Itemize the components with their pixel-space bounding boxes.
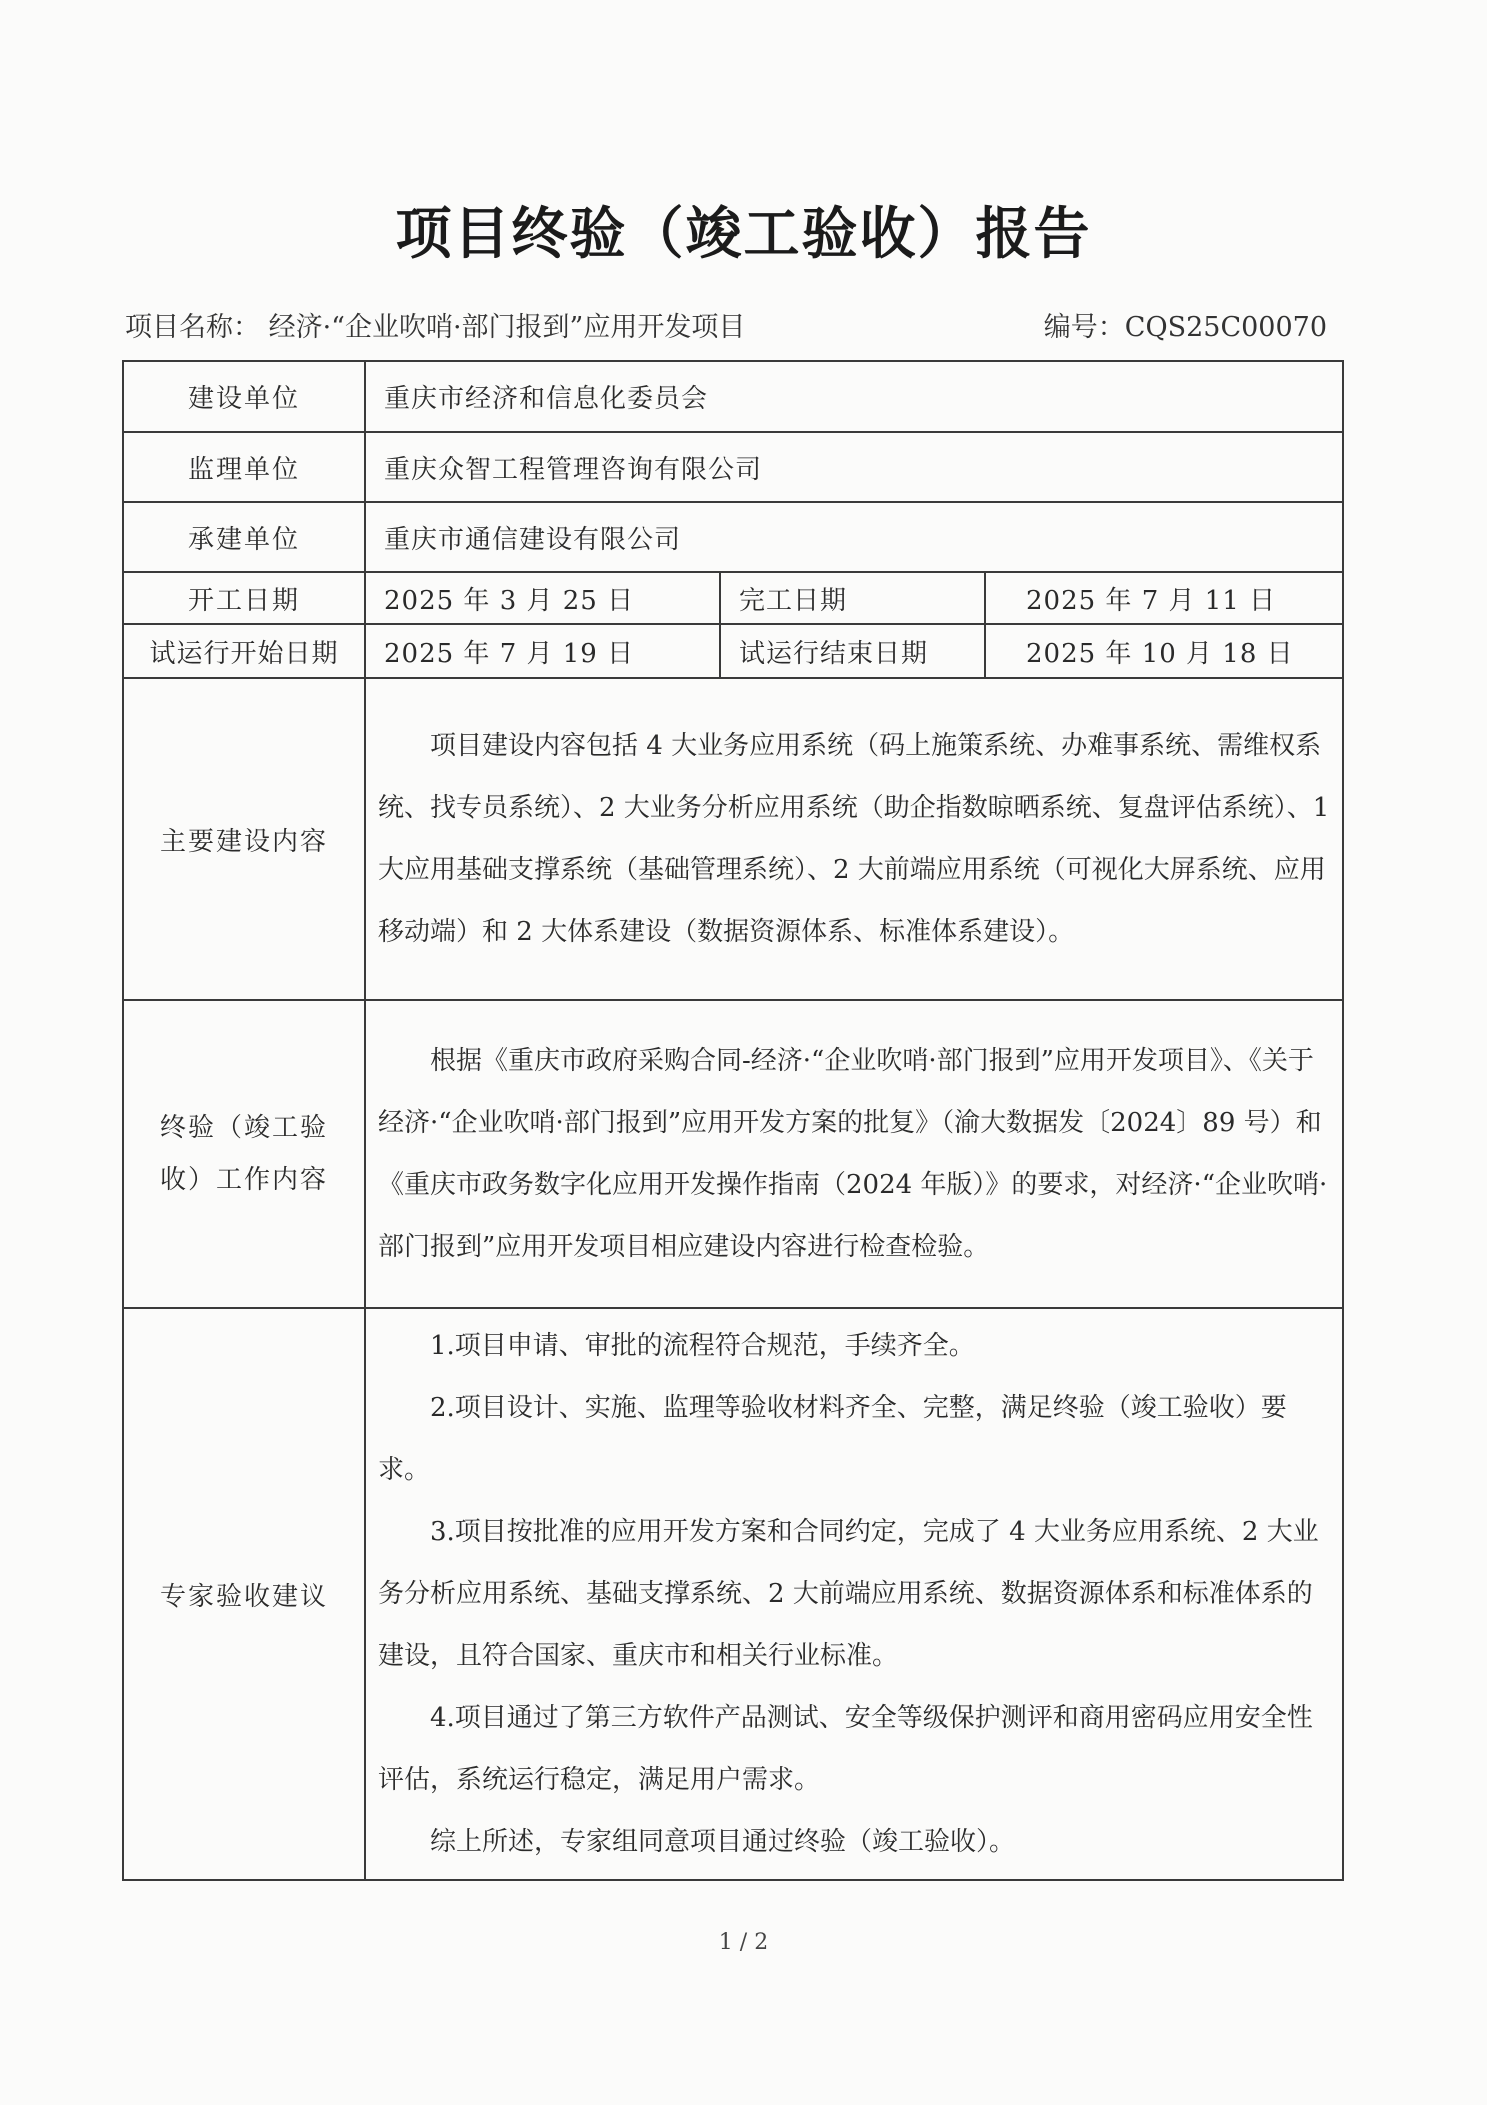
- main-content-label: 主要建设内容: [123, 678, 365, 1000]
- completion-date-value: 2025 年 7 月 11 日: [985, 572, 1343, 624]
- row-contractor-unit: [123, 502, 1343, 572]
- trial-end-value: 2025 年 10 月 18 日: [985, 624, 1343, 678]
- expert-opinion-conclusion: 综上所述，专家组同意项目通过终验（竣工验收）。: [430, 1827, 1016, 1857]
- expert-opinion-cell: [365, 1308, 1343, 1880]
- completion-date-label: 完工日期: [720, 572, 985, 624]
- start-date-value: 2025 年 3 月 25 日: [365, 572, 720, 624]
- work-content-label-line2: 收）工作内容: [159, 1165, 328, 1195]
- serial-number: 编号：CQS25C00070: [1043, 312, 1327, 343]
- construction-unit-label: 建设单位: [123, 361, 365, 432]
- row-work-content: [123, 1000, 1343, 1308]
- supervision-unit-value: 重庆众智工程管理咨询有限公司: [365, 432, 1343, 502]
- trial-start-value: 2025 年 7 月 19 日: [365, 624, 720, 678]
- contractor-unit-value: 重庆市通信建设有限公司: [365, 502, 1343, 572]
- row-dates: [123, 572, 1343, 624]
- trial-end-label: 试运行结束日期: [720, 624, 985, 678]
- row-trial: [123, 624, 1343, 678]
- row-construction-unit: [123, 361, 1343, 432]
- trial-start-label: 试运行开始日期: [123, 624, 365, 678]
- row-main-content: [123, 678, 1343, 1000]
- expert-opinion-item-2: 2.项目设计、实施、监理等验收材料齐全、完整，满足终验（竣工验收）要求。: [378, 1393, 1287, 1485]
- construction-unit-value: 重庆市经济和信息化委员会: [365, 361, 1343, 432]
- main-content-text: 项目建设内容包括 4 大业务应用系统（码上施策系统、办难事系统、需维权系统、找专员系统）、2 大业务分析应用系统（助企指数晾晒系统、复盘评估系统）、1 大应用基础支撑系统（基础管理系统）、2 大前端应用系统（可视化大屏系统、应用移动端）和 2 大体系建设（数据资源体系、标准体系建设）。: [378, 731, 1330, 947]
- expert-opinion-label: 专家验收建议: [123, 1308, 365, 1880]
- expert-opinion-item-3: 3.项目按批准的应用开发方案和合同约定，完成了 4 大业务应用系统、2 大业务分析应用系统、基础支撑系统、2 大前端应用系统、数据资源体系和标准体系的建设，且符合国家、重庆市和相关行业标准。: [378, 1517, 1319, 1671]
- main-content-cell: [365, 678, 1343, 1000]
- work-content-text: 根据《重庆市政府采购合同-经济·“企业吹哨·部门报到”应用开发项目》、《关于经济·“企业吹哨·部门报到”应用开发方案的批复》（渝大数据发〔2024〕89 号）和《重庆市政务数字化应用开发操作指南（2024 年版）》的要求，对经济·“企业吹哨·部门报到”应用开发项目相应建设内容进行检查检验。: [378, 1046, 1328, 1262]
- contractor-unit-label: 承建单位: [123, 502, 365, 572]
- report-title: 项目终验（竣工验收）报告: [395, 201, 1092, 267]
- work-content-label-line1: 终验（竣工验: [159, 1113, 328, 1143]
- supervision-unit-label: 监理单位: [123, 432, 365, 502]
- expert-opinion-item-4: 4.项目通过了第三方软件产品测试、安全等级保护测评和商用密码应用安全性评估，系统运行稳定，满足用户需求。: [378, 1703, 1313, 1795]
- page-number: 1 / 2: [718, 1930, 769, 1955]
- report-table: [122, 360, 1344, 1881]
- work-content-cell: [365, 1000, 1343, 1308]
- expert-opinion-item-1: 1.项目申请、审批的流程符合规范，手续齐全。: [430, 1331, 975, 1361]
- start-date-label: 开工日期: [123, 572, 365, 624]
- row-supervision-unit: [123, 432, 1343, 502]
- work-content-label: [123, 1000, 365, 1308]
- project-name: 项目名称： 经济·“企业吹哨·部门报到”应用开发项目: [125, 312, 746, 343]
- row-expert-opinion: [123, 1308, 1343, 1880]
